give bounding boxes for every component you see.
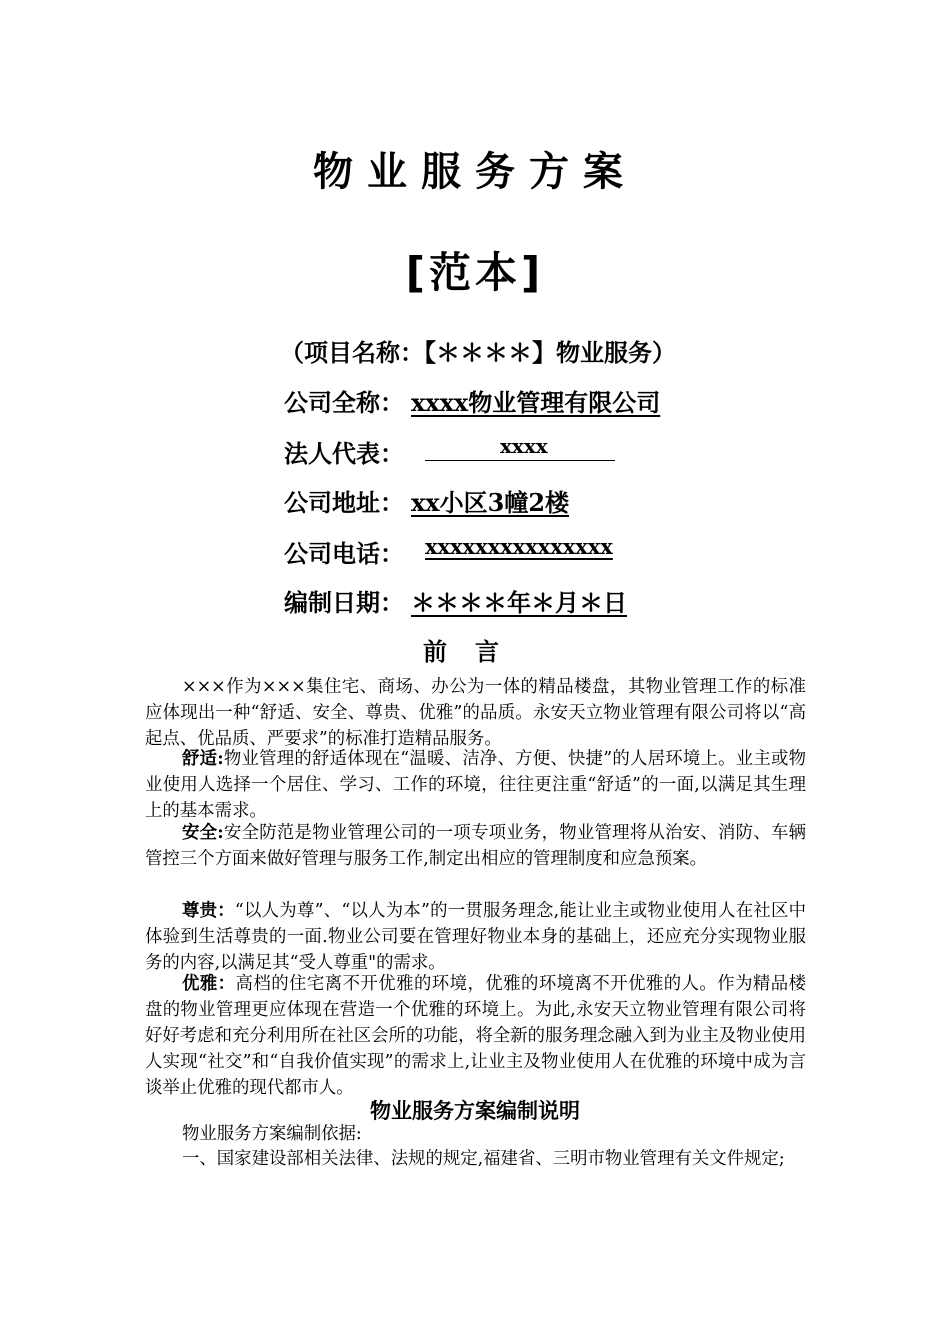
- company-name-label: 公司全称：: [284, 388, 404, 417]
- dignity-text: “以人为尊”、“以人为本”的一贯服务理念,能让业主或物业使用人在社区中体验到生活尊贵的一面.物业公司要在管理好物业本身的基础上，还应充分实现物业服务的内容,以满足其“受人尊重"的需求。: [145, 901, 806, 973]
- comfort-label: 舒适:: [182, 749, 224, 769]
- company-address-label: 公司地址：: [284, 488, 404, 517]
- elegance-label: 优雅：: [182, 974, 236, 994]
- document-subtitle: [范本]: [405, 248, 545, 297]
- compile-date-value: ＊＊＊＊年＊月＊日: [411, 588, 627, 617]
- document-title: 物业服务方案: [313, 149, 637, 195]
- dignity-label: 尊贵：: [182, 901, 235, 921]
- preface-heading: 前言: [423, 638, 527, 666]
- dignity-paragraph: [145, 898, 806, 976]
- company-name-value: xxxx物业管理有限公司: [411, 388, 661, 417]
- safety-text: 安全防范是物业管理公司的一项专项业务，物业管理将从治安、消防、车辆管控三个方面来做好管理与服务工作,制定出相应的管理制度和应急预案。: [145, 823, 806, 869]
- compile-date-label: 编制日期：: [284, 588, 404, 617]
- company-phone-value: xxxxxxxxxxxxxxx: [425, 534, 613, 559]
- elegance-paragraph: [145, 971, 806, 1101]
- company-address-value: xx小区3幢2楼: [411, 488, 570, 517]
- compilation-heading: 物业服务方案编制说明: [370, 1099, 580, 1123]
- elegance-text: 高档的住宅离不开优雅的环境，优雅的环境离不开优雅的人。作为精品楼盘的物业管理更应体现在营造一个优雅的环境上。为此,永安天立物业管理有限公司将好好考虑和充分利用所在社区会所的功能，将全新的服务理念融入到为业主及物业使用人实现“社交”和“自我价值实现”的需求上,让业主及物业使用人在优雅的环境中成为言谈举止优雅的现代都市人。: [145, 974, 806, 1098]
- compilation-item-1: 一、国家建设部相关法律、法规的规定,福建省、三明市物业管理有关文件规定;: [182, 1149, 785, 1169]
- company-phone-label: 公司电话：: [284, 539, 404, 568]
- comfort-paragraph: [145, 746, 806, 824]
- safety-paragraph: [145, 820, 806, 872]
- compilation-basis: 物业服务方案编制依据:: [182, 1124, 362, 1144]
- legal-rep-value: xxxx: [500, 434, 548, 458]
- safety-label: 安全:: [182, 823, 224, 843]
- legal-rep-underline: [425, 460, 615, 461]
- preface-paragraph: ×××作为×××集住宅、商场、办公为一体的精品楼盘，其物业管理工作的标准应体现出一种“舒适、安全、尊贵、优雅”的品质。永安天立物业管理有限公司将以“高起点、优品质、严要求”的标准打造精品服务。: [145, 677, 806, 749]
- project-name-text: （项目名称：【＊＊＊＊】物业服务）: [280, 338, 676, 367]
- legal-rep-label: 法人代表：: [284, 439, 404, 468]
- comfort-text: 物业管理的舒适体现在“温暖、洁净、方便、快捷”的人居环境上。业主或物业使用人选择一个居住、学习、工作的环境，往往更注重“舒适”的一面,以满足其生理上的基本需求。: [145, 749, 806, 821]
